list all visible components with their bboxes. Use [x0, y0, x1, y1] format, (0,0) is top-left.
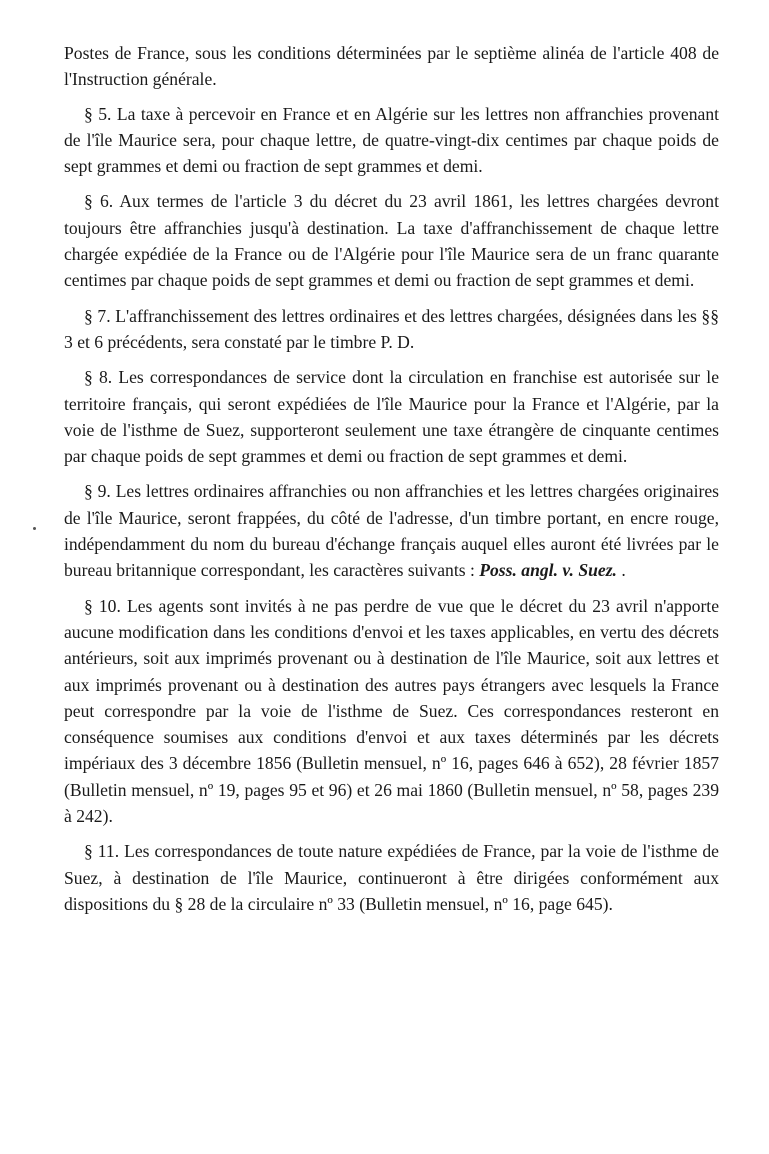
paragraph-section-7 — [64, 303, 719, 356]
italic-stamp-text: Poss. angl. v. Suez. — [479, 560, 617, 581]
paragraph-text: Aux termes de l'article 3 du décret du 23 avril 1861, les lettres chargées devront toujours être affranchies jusqu'à destination. La taxe d'affranchissement de chaque lettre chargée expédiée de la France ou de l'Algérie pour l'île Maurice sera de un franc quarante centimes par chaque poids de sept grammes et demi ou fraction de sept grammes et demi. — [64, 191, 719, 291]
paragraph-text: La taxe à percevoir en France et en Algérie sur les lettres non affranchies provenant de l'île Maurice sera, pour chaque lettre, de quatre-vingt-dix centimes par chaque poids de sept grammes et demi ou fraction de sept grammes et demi. — [64, 103, 719, 177]
paragraph-section-5 — [64, 101, 719, 180]
document-page — [64, 40, 719, 917]
paragraph-section-6 — [64, 188, 719, 293]
section-number: § 9. — [84, 481, 111, 502]
paragraph-section-8 — [64, 364, 719, 469]
section-number: § 5. — [84, 103, 112, 124]
paragraph-section-9 — [64, 478, 719, 583]
paragraph-text: L'affranchissement des lettres ordinaires et des lettres chargées, désignées dans les §§ 3 et 6 précédents, sera constaté par le timbre P. D. — [64, 305, 719, 352]
section-number: § 8. — [84, 367, 113, 388]
paragraph-text: Les correspondances de service dont la circulation en franchise est autorisée sur le territoire français, qui seront expédiées de l'île Maurice pour la France et l'Algérie, par la voie de l'isthme de Suez, supporteront seulement une taxe étrangère de cinquante centimes par chaque poids de sept grammes et demi ou fraction de sept grammes et demi. — [64, 367, 719, 467]
paragraph-section-11 — [64, 838, 719, 917]
paragraph-text: Les agents sont invités à ne pas perdre de vue que le décret du 23 avril n'apporte aucune modification dans les conditions d'envoi et les taxes applicables, en vertu des décrets antérieurs, soit aux imprimés provenant ou à destination de l'île Maurice, soit aux lettres et aux imprimés provenant ou à destination des autres pays étrangers avec lesquels la France peut correspondre par la voie de l'isthme de Suez. Ces correspondances resteront en conséquence soumises aux conditions d'envoi et aux taxes déterminés par les décrets impériaux des 3 décembre 1856 (Bulletin mensuel, nº 16, pages 646 à 652), 28 février 1857 (Bulletin mensuel, nº 19, pages 95 et 96) et 26 mai 1860 (Bulletin mensuel, nº 58, pages 239 à 242). — [64, 595, 720, 827]
paragraph-section-10 — [64, 593, 719, 830]
margin-speck — [33, 527, 36, 530]
paragraph-continuation — [64, 40, 719, 93]
section-number: § 11. — [84, 841, 120, 862]
paragraph-end: . — [616, 560, 626, 581]
paragraph-text: Les correspondances de toute nature expédiées de France, par la voie de l'isthme de Suez, à destination de l'île Maurice, continueront à être dirigées conformément aux dispositions du § 28 de la circulaire nº 33 (Bulletin mensuel, nº 16, page 645). — [64, 841, 719, 914]
section-number: § 7. — [84, 305, 111, 326]
section-number: § 6. — [84, 191, 114, 212]
section-number: § 10. — [84, 595, 121, 616]
paragraph-text: Les lettres ordinaires affranchies ou non affranchies et les lettres chargées originaires de l'île Maurice, seront frappées, du côté de l'adresse, d'un timbre portant, en encre rouge, indépendamment du nom du bureau d'échange français auquel elles auront été livrées par le bureau britannique correspondant, les caractères suivants : — [64, 481, 720, 581]
paragraph-text: Postes de France, sous les conditions déterminées par le septième alinéa de l'article 408 de l'Instruction générale. — [64, 43, 719, 90]
